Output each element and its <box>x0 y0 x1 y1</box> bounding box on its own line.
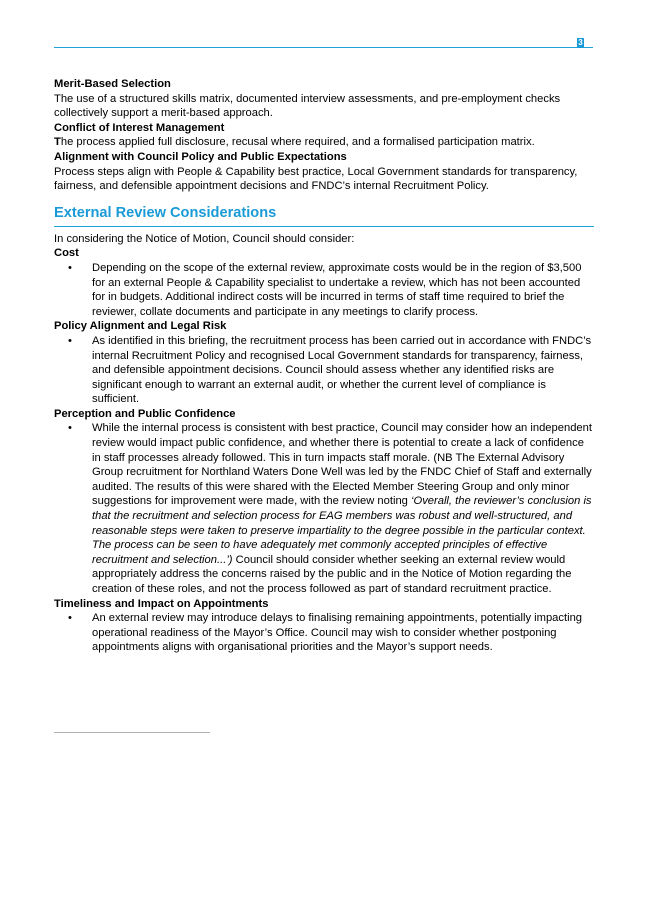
section-title-external-review: External Review Considerations <box>54 204 594 227</box>
paragraph-text: he process applied full disclosure, recusal where required, and a formalised participation matrix. <box>60 136 535 149</box>
bullet-list-perception <box>54 421 594 596</box>
bullet-icon: • <box>68 261 72 274</box>
heading-policy-alignment: Policy Alignment and Legal Risk <box>54 320 227 333</box>
list-item-text: While the internal process is consistent with best practice, Council may consider how an independent review would impact public confidence, and whether there is potential to create a lack of confidence in staff processes already followed. This in turn impacts staff morale. (NB The External Advisory Group recruitment for Northland Waters Done Well was led by the FNDC Chief of Staff and externally audited. The results of this were shared with the Elected Member Steering Group and only minor suggestions for improvement were made, with the review noting <box>92 422 592 508</box>
heading-conflict-of-interest: Conflict of Interest Management <box>54 121 225 134</box>
heading-cost: Cost <box>54 247 79 260</box>
list-item <box>54 261 594 319</box>
heading-timeliness: Timeliness and Impact on Appointments <box>54 597 269 610</box>
heading-merit-based-selection: Merit-Based Selection <box>54 78 171 90</box>
list-item <box>54 334 594 407</box>
heading-alignment-council-policy: Alignment with Council Policy and Public Expectations <box>54 150 347 163</box>
paragraph-conflict-of-interest <box>54 135 594 150</box>
footnote-separator <box>54 732 210 733</box>
list-item <box>54 611 594 655</box>
heading-perception: Perception and Public Confidence <box>54 407 236 420</box>
intro-paragraph: In considering the Notice of Motion, Council should consider: <box>54 232 355 245</box>
list-item <box>54 421 594 596</box>
bullet-list-cost <box>54 261 594 319</box>
bullet-icon: • <box>68 612 72 625</box>
bullet-list-policy <box>54 334 594 407</box>
list-item-text: An external review may introduce delays to finalising remaining appointments, potentially impacting operational readiness of the Mayor’s Office. Council may wish to consider whether postponing appointments aligns with organisational priorities and the Mayor’s support needs. <box>92 612 583 654</box>
bullet-list-timeliness <box>54 611 594 655</box>
bullet-icon: • <box>68 334 72 347</box>
bullet-icon: • <box>68 422 72 435</box>
list-item-text: Depending on the scope of the external review, approximate costs would be in the region of $3,500 for an external People & Capability specialist to undertake a review, which has not been accounted for in budgets. Additional indirect costs will be incurred in terms of staff time required to brief the reviewer, collate documents and participate in any meetings to clarify process. <box>92 261 582 318</box>
list-item-text-cont: Council should consider whether seeking an external review would appropriately address the concerns raised by the public and in the Notice of Motion regarding the creation of these roles, and not the process followed as part of standard recruitment practice. <box>92 553 572 595</box>
document-body <box>54 77 594 655</box>
review-quote: ‘Overall, the reviewer’s conclusion is that the recruitment and selection process for EAG members was robust and well-structured, and reasonable steps were taken to preserve impartiality to the degree possible in the particular context. The process can be seen to have adequately met commonly accepted principles of effective recruitment and selection...’) <box>92 495 592 566</box>
bold-lead-letter: T <box>54 136 61 149</box>
paragraph-alignment-council-policy: Process steps align with People & Capability best practice, Local Government standards for transparency, fairness, and defensible appointment decisions and FNDC’s internal Recruitment Policy. <box>54 165 578 193</box>
header-rule <box>54 47 593 48</box>
page-number: 3 <box>578 38 583 47</box>
list-item-text: As identified in this briefing, the recruitment process has been carried out in accordance with FNDC’s internal Recruitment Policy and recognised Local Government standards for transparency, fairness, and defensible appointment decisions. Council should assess whether any identified risks are significant enough to warrant an external audit, or whether the current level of compliance is sufficient. <box>92 334 592 406</box>
paragraph-merit-based-selection: The use of a structured skills matrix, documented interview assessments, and pre-employment checks collectively support a merit-based approach. <box>54 92 561 120</box>
